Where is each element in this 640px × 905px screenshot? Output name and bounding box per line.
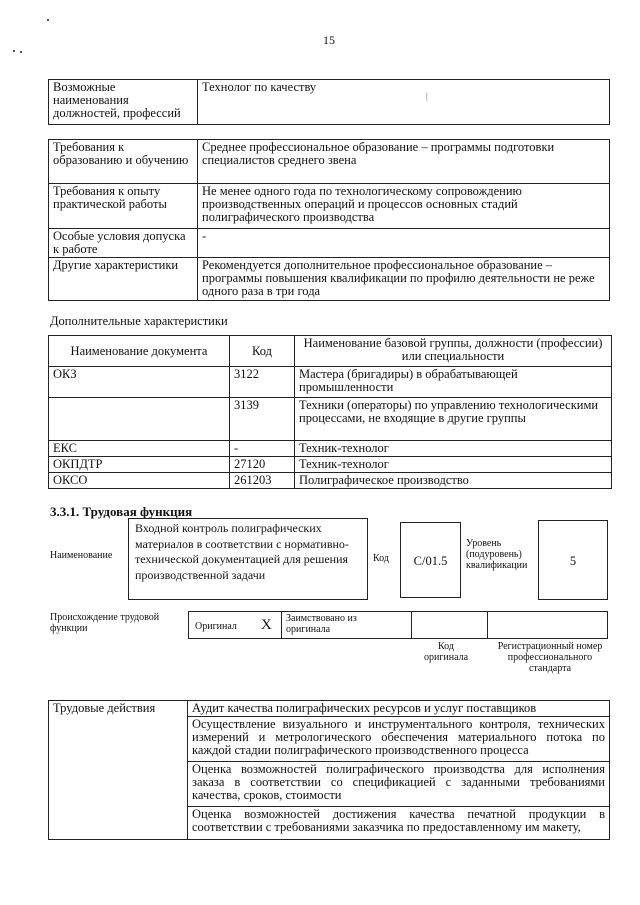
- additional-title: Дополнительные характеристики: [50, 314, 228, 328]
- name-cell: Мастера (бригадиры) в обрабатывающей промышленности: [295, 367, 612, 398]
- req-label: Особые условия допуска к работе: [49, 229, 198, 258]
- table-row: [49, 457, 612, 473]
- col-header-code: Код: [230, 336, 295, 367]
- scan-speck: [47, 19, 49, 21]
- code-cell: 3122: [230, 367, 295, 398]
- code-original-caption: Код оригинала: [423, 641, 469, 663]
- code-cell: 3139: [230, 398, 295, 441]
- code-cell: 261203: [230, 473, 295, 489]
- function-name-label: Наименование: [50, 550, 113, 561]
- req-label: Требования к образованию и обучению: [49, 140, 198, 184]
- origin-divider: [281, 612, 282, 638]
- function-code-value: C/01.5: [400, 522, 461, 598]
- origin-box: [188, 611, 608, 639]
- col-header-name: Наименование базовой группы, должности (профессии) или специальности: [295, 336, 612, 367]
- req-label: Требования к опыту практической работы: [49, 184, 198, 229]
- page-number: 15: [323, 33, 335, 47]
- table-row: [49, 473, 612, 489]
- origin-label: Происхождение трудовой функции: [50, 612, 160, 634]
- table-header-row: [49, 336, 612, 367]
- function-code-label: Код: [373, 553, 389, 564]
- table-row: [49, 441, 612, 457]
- actions-label: Трудовые действия: [49, 701, 188, 840]
- function-heading: 3.3.1. Трудовая функция: [50, 504, 193, 519]
- stray-mark: |: [426, 91, 428, 101]
- req-value: -: [198, 229, 610, 258]
- function-level-label: Уровень (подуровень) квалификации: [466, 538, 528, 571]
- doc-cell: ЕКС: [49, 441, 230, 457]
- doc-cell: [49, 398, 230, 441]
- doc-cell: ОКСО: [49, 473, 230, 489]
- borrowed-label: Заимствовано из оригинала: [286, 613, 357, 635]
- origin-divider: [487, 612, 488, 638]
- table-row: [49, 140, 610, 184]
- possible-titles-label: Возможные наименования должностей, профессий: [49, 80, 198, 125]
- name-cell: Техник-технолог: [295, 457, 612, 473]
- name-cell: Полиграфическое производство: [295, 473, 612, 489]
- req-value: Среднее профессиональное образование – программы подготовки специалистов среднего звена: [198, 140, 610, 184]
- doc-cell: ОКПДТР: [49, 457, 230, 473]
- origin-divider: [411, 612, 412, 638]
- action-item: Оценка возможностей полиграфического производства для исполнения заказа в соответствии со спецификацией с заданными требованиями качества, сроков, стоимости: [188, 762, 610, 807]
- function-name-value: Входной контроль полиграфических материалов в соответствии с нормативно-технической документацией для решения производственной задачи: [128, 518, 368, 600]
- table-row: [49, 701, 610, 717]
- req-label: Другие характеристики: [49, 258, 198, 301]
- action-item: Оценка возможностей достижения качества печатной продукции в соответствии с требованиями заказчика по предоставленному им макету,: [188, 807, 610, 840]
- table-row: [49, 184, 610, 229]
- possible-titles-table: [48, 79, 610, 125]
- action-item: Аудит качества полиграфических ресурсов и услуг поставщиков: [188, 701, 610, 717]
- requirements-table: [48, 139, 610, 301]
- code-cell: -: [230, 441, 295, 457]
- additional-table: [48, 335, 612, 489]
- doc-cell: ОКЗ: [49, 367, 230, 398]
- function-level-value: 5: [538, 520, 608, 600]
- table-row: [49, 367, 612, 398]
- req-value: Не менее одного года по технологическому сопровождению производственных операций и процессов основных стадий полиграфического производства: [198, 184, 610, 229]
- name-cell: Техники (операторы) по управлению технологическими процессами, не входящие в другие группы: [295, 398, 612, 441]
- col-header-doc: Наименование документа: [49, 336, 230, 367]
- scan-speck: [20, 51, 22, 53]
- name-cell: Техник-технолог: [295, 441, 612, 457]
- table-row: [49, 229, 610, 258]
- possible-titles-value: Технолог по качеству |: [198, 80, 610, 125]
- actions-table: [48, 700, 610, 840]
- table-row: [49, 398, 612, 441]
- code-cell: 27120: [230, 457, 295, 473]
- original-mark: X: [261, 617, 272, 633]
- req-value: Рекомендуется дополнительное профессиональное образование – программы повышения квалификации по профилю деятельности не реже одного раза в три года: [198, 258, 610, 301]
- scan-speck: [13, 50, 15, 52]
- original-label: Оригинал: [195, 621, 237, 632]
- table-row: [49, 258, 610, 301]
- action-item: Осуществление визуального и инструментального контроля, технических измерений и метрологического обеспечения материального потока по каждой стадии полиграфического производственного процесса: [188, 717, 610, 762]
- reg-number-caption: Регистрационный номер профессионального стандарта: [497, 641, 603, 674]
